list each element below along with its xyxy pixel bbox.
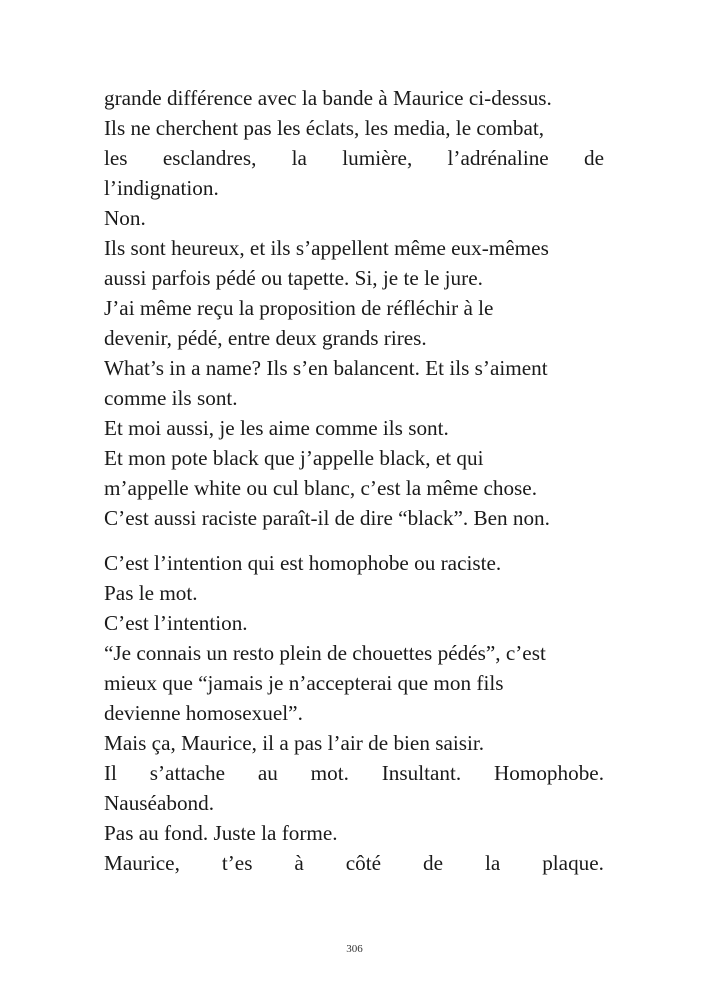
text-line: [104, 143, 604, 173]
text-line: grande différence avec la bande à Maurice ci-dessus.: [104, 86, 552, 110]
text-line: Pas au fond. Juste la forme.: [104, 821, 338, 845]
text-line: Mais ça, Maurice, il a pas l’air de bien saisir.: [104, 731, 485, 755]
text-line: m’appelle white ou cul blanc, c’est la même chose.: [104, 476, 537, 500]
text-word: les: [104, 146, 128, 170]
text-line: J’ai même reçu la proposition de réfléchir à le: [104, 296, 494, 320]
text-line: What’s in a name? Ils s’en balancent. Et ils s’aiment: [104, 356, 548, 380]
text-line: C’est l’intention qui est homophobe ou raciste.: [104, 551, 502, 575]
text-line: comme ils sont.: [104, 386, 238, 410]
text-word: de: [583, 146, 604, 170]
text-word: l’adrénaline: [447, 146, 549, 170]
text-line: Pas le mot.: [104, 581, 198, 605]
text-line: Ils sont heureux, et ils s’appellent même eux-mêmes: [104, 236, 549, 260]
text-line: Ils ne cherchent pas les éclats, les media, le combat,: [104, 116, 545, 140]
text-word: Homophobe.: [493, 761, 604, 785]
text-word: la: [484, 851, 501, 875]
text-word: esclandres,: [162, 146, 257, 170]
text-word: lumière,: [342, 146, 413, 170]
text-line: C’est l’intention.: [104, 611, 248, 635]
text-line: Nauséabond.: [104, 791, 215, 815]
text-line: aussi parfois pédé ou tapette. Si, je te le jure.: [104, 266, 483, 290]
text-word: mot.: [310, 761, 349, 785]
text-line: mieux que “jamais je n’accepterai que mon fils: [104, 671, 504, 695]
text-line: devienne homosexuel”.: [104, 701, 303, 725]
text-word: de: [423, 851, 443, 875]
text-line: “Je connais un resto plein de chouettes pédés”, c’est: [104, 641, 546, 665]
text-word: à: [294, 851, 304, 875]
text-line: [104, 758, 604, 788]
text-block-1: [104, 83, 604, 533]
text-line: Et moi aussi, je les aime comme ils sont.: [104, 416, 449, 440]
text-word: au: [257, 761, 278, 785]
text-word: t’es: [221, 851, 253, 875]
text-line: devenir, pédé, entre deux grands rires.: [104, 326, 427, 350]
text-line: l’indignation.: [104, 176, 219, 200]
text-line: Non.: [104, 206, 146, 230]
text-line: [104, 848, 604, 878]
text-word: plaque.: [542, 851, 604, 875]
page-number: 306: [346, 943, 363, 955]
text-word: Il: [104, 761, 117, 785]
text-line: Et mon pote black que j’appelle black, et qui: [104, 446, 484, 470]
text-word: Maurice,: [104, 851, 180, 875]
text-word: s’attache: [149, 761, 226, 785]
text-block-2: [104, 548, 604, 878]
text-word: côté: [345, 851, 382, 875]
text-word: Insultant.: [381, 761, 462, 785]
text-line: C’est aussi raciste paraît-il de dire “black”. Ben non.: [104, 506, 550, 530]
text-word: la: [291, 146, 307, 170]
